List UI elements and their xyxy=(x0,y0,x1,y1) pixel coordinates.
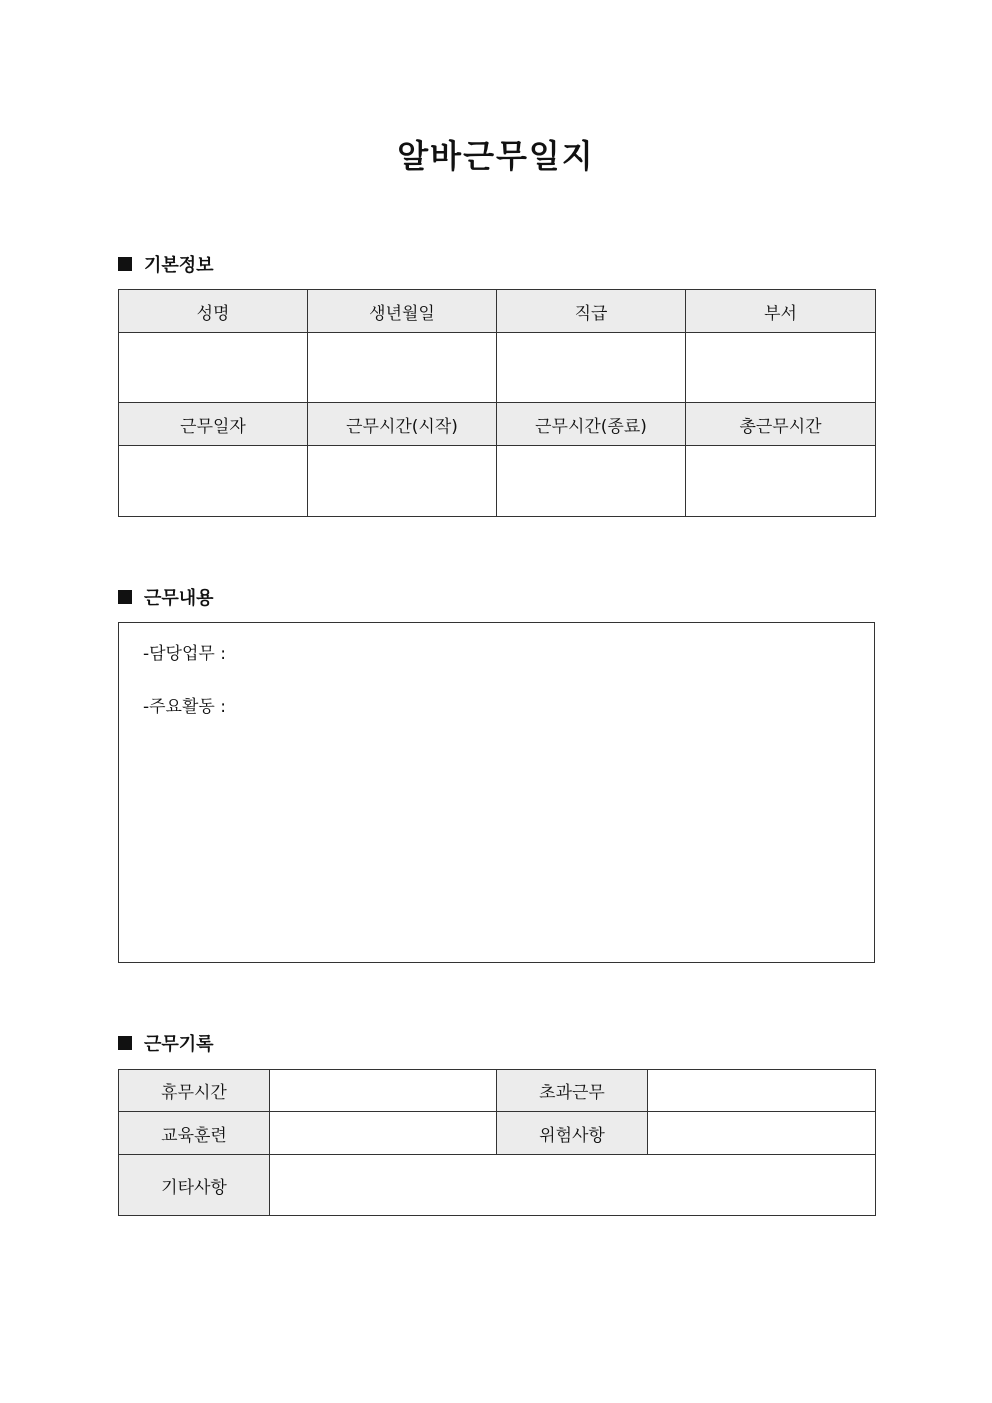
work-start-value-cell[interactable] xyxy=(308,446,497,517)
section-heading-work-content xyxy=(118,584,214,610)
section-heading-label: 근무기록 xyxy=(144,1034,214,1055)
hazard-label: 위험사항 xyxy=(497,1112,648,1155)
header-department: 부서 xyxy=(686,290,876,333)
position-value-cell[interactable] xyxy=(497,333,686,403)
header-total-hours: 총근무시간 xyxy=(686,403,876,446)
training-label: 교육훈련 xyxy=(119,1112,270,1155)
department-value-cell[interactable] xyxy=(686,333,876,403)
header-position: 직급 xyxy=(497,290,686,333)
duty-label: -담당업무 : xyxy=(143,644,226,664)
header-work-date: 근무일자 xyxy=(119,403,308,446)
header-birthdate: 생년월일 xyxy=(308,290,497,333)
square-bullet-icon xyxy=(118,590,132,604)
work-content-box[interactable] xyxy=(118,622,875,963)
square-bullet-icon xyxy=(118,257,132,271)
page-title: 알바근무일지 xyxy=(397,137,595,175)
section-heading-label: 근무내용 xyxy=(144,588,214,609)
section-heading-label: 기본정보 xyxy=(144,255,214,276)
activity-label: -주요활동 : xyxy=(143,697,226,717)
square-bullet-icon xyxy=(118,1036,132,1050)
birthdate-value-cell[interactable] xyxy=(308,333,497,403)
header-name: 성명 xyxy=(119,290,308,333)
header-work-end: 근무시간(종료) xyxy=(497,403,686,446)
work-end-value-cell[interactable] xyxy=(497,446,686,517)
section-heading-basic-info xyxy=(118,251,214,277)
other-notes-value-cell[interactable] xyxy=(270,1155,876,1216)
break-time-value-cell[interactable] xyxy=(270,1070,497,1112)
overtime-label: 초과근무 xyxy=(497,1070,648,1112)
work-record-table xyxy=(118,1069,876,1216)
hazard-value-cell[interactable] xyxy=(648,1112,876,1155)
other-notes-label: 기타사항 xyxy=(119,1155,270,1216)
total-hours-value-cell[interactable] xyxy=(686,446,876,517)
section-heading-work-record xyxy=(118,1030,214,1056)
break-time-label: 휴무시간 xyxy=(119,1070,270,1112)
overtime-value-cell[interactable] xyxy=(648,1070,876,1112)
name-value-cell[interactable] xyxy=(119,333,308,403)
training-value-cell[interactable] xyxy=(270,1112,497,1155)
header-work-start: 근무시간(시작) xyxy=(308,403,497,446)
work-date-value-cell[interactable] xyxy=(119,446,308,517)
basic-info-table xyxy=(118,289,876,517)
